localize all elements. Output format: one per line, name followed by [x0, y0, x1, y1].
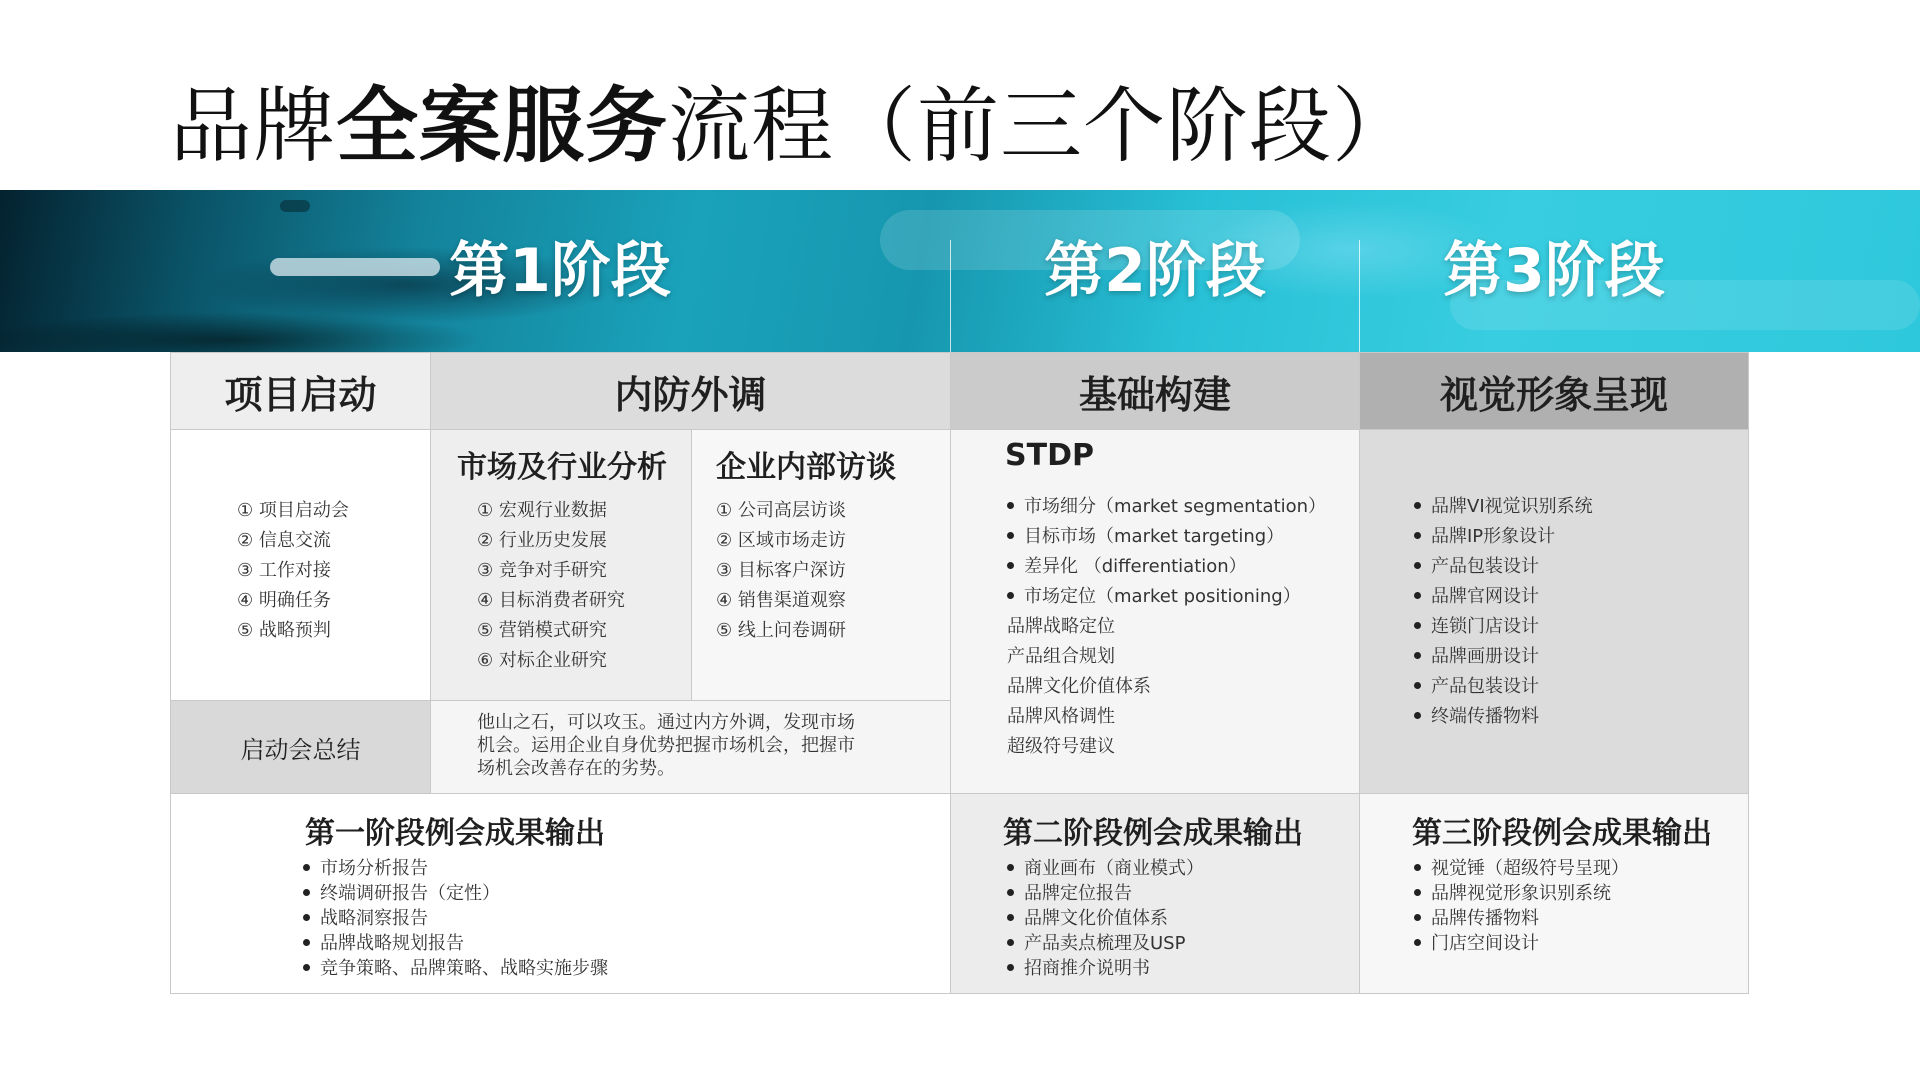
- header-visual-label: 视觉形象呈现: [1439, 372, 1668, 417]
- title-part-bold: 全案服务: [336, 79, 669, 174]
- list-item: ④ 目标消费者研究: [477, 590, 625, 611]
- list-item: 招商推介说明书: [1007, 956, 1204, 981]
- header-kickoff-label: 项目启动: [224, 372, 377, 417]
- stage-banner: [0, 190, 1920, 352]
- list-item: 品牌视觉形象识别系统: [1414, 881, 1629, 906]
- list-item: 商业画布（商业模式）: [1007, 856, 1204, 881]
- output-stage3-list: [1414, 856, 1629, 956]
- title-part-regular: 品牌: [170, 79, 337, 174]
- list-item: 品牌IP形象设计: [1414, 522, 1593, 552]
- list-item: ④ 明确任务: [237, 590, 331, 611]
- list-item: 品牌传播物料: [1414, 906, 1629, 931]
- list-item: ⑤ 营销模式研究: [477, 620, 607, 641]
- list-item: 产品卖点梳理及USP: [1007, 931, 1204, 956]
- output-stage2-title: 第二阶段例会成果输出: [1003, 816, 1303, 851]
- header-internal-label: 内防外调: [614, 372, 767, 417]
- list-item: 目标市场（market targeting）: [1007, 522, 1326, 552]
- title-part-suffix: 流程（前三个阶段）: [668, 79, 1416, 174]
- interview-title: 企业内部访谈: [716, 450, 896, 485]
- output-stage1-cell: [170, 793, 951, 994]
- list-item: 品牌风格调性: [1007, 706, 1115, 727]
- list-item: 终端传播物料: [1414, 702, 1593, 732]
- header-foundation: [950, 352, 1360, 430]
- stage-3-label: 第3阶段: [1443, 236, 1665, 306]
- header-visual: [1359, 352, 1749, 430]
- list-item: ① 项目启动会: [237, 500, 349, 521]
- list-item: 战略洞察报告: [303, 906, 608, 931]
- list-item: ② 信息交流: [237, 530, 331, 551]
- visual-cell: [1359, 429, 1749, 794]
- market-title: 市场及行业分析: [457, 450, 667, 485]
- market-cell: [430, 429, 692, 701]
- list-item: 产品包装设计: [1414, 552, 1593, 582]
- market-list: [477, 496, 625, 676]
- list-item: ② 行业历史发展: [477, 530, 607, 551]
- list-item: 市场分析报告: [303, 856, 608, 881]
- output-stage1-list: [303, 856, 608, 981]
- list-item: 差异化 （differentiation）: [1007, 552, 1326, 582]
- summary-text: 他山之石，可以攻玉。通过内方外调，发现市场机会。运用企业自身优势把握市场机会，把握市场机会改善存在的劣势。: [477, 712, 855, 779]
- summary-text-cell: [430, 700, 951, 794]
- list-item: 市场定位（market positioning）: [1007, 582, 1326, 612]
- header-kickoff: [170, 352, 431, 430]
- interview-list: [716, 496, 846, 646]
- list-item: ② 区域市场走访: [716, 530, 846, 551]
- output-stage3-title: 第三阶段例会成果输出: [1412, 816, 1712, 851]
- output-stage2-list: [1007, 856, 1204, 981]
- list-item: 品牌画册设计: [1414, 642, 1593, 672]
- list-item: ③ 目标客户深访: [716, 560, 846, 581]
- list-item: ① 宏观行业数据: [477, 500, 607, 521]
- summary-label: 启动会总结: [240, 735, 361, 764]
- page-title: [170, 72, 1415, 182]
- output-stage3-cell: [1359, 793, 1749, 994]
- list-item: 终端调研报告（定性）: [303, 881, 608, 906]
- list-item: 品牌文化价值体系: [1007, 676, 1151, 697]
- output-stage1-title: 第一阶段例会成果输出: [305, 816, 605, 851]
- list-item: 品牌官网设计: [1414, 582, 1593, 612]
- list-item: ⑤ 线上问卷调研: [716, 620, 846, 641]
- list-item: 超级符号建议: [1007, 736, 1115, 757]
- summary-label-cell: [170, 700, 431, 794]
- output-stage2-cell: [950, 793, 1360, 994]
- list-item: 品牌战略规划报告: [303, 931, 608, 956]
- list-item: 产品包装设计: [1414, 672, 1593, 702]
- list-item: 连锁门店设计: [1414, 612, 1593, 642]
- header-foundation-label: 基础构建: [1078, 372, 1231, 417]
- list-item: 竞争策略、品牌策略、战略实施步骤: [303, 956, 608, 981]
- list-item: 品牌定位报告: [1007, 881, 1204, 906]
- list-item: ① 公司高层访谈: [716, 500, 846, 521]
- kickoff-cell: [170, 429, 431, 701]
- stdp-cell: [950, 429, 1360, 794]
- list-item: ④ 销售渠道观察: [716, 590, 846, 611]
- list-item: ⑥ 对标企业研究: [477, 650, 607, 671]
- list-item: 品牌战略定位: [1007, 616, 1115, 637]
- visual-list: [1414, 492, 1593, 732]
- list-item: ③ 工作对接: [237, 560, 331, 581]
- stage-1-label: 第1阶段: [449, 236, 671, 306]
- stdp-title: STDP: [1005, 438, 1094, 473]
- list-item: ⑤ 战略预判: [237, 620, 331, 641]
- kickoff-list: [237, 496, 349, 646]
- list-item: 品牌VI视觉识别系统: [1414, 492, 1593, 522]
- stdp-bullet-list: [1007, 492, 1326, 612]
- list-item: 品牌文化价值体系: [1007, 906, 1204, 931]
- interview-cell: [691, 429, 951, 701]
- header-internal: [430, 352, 951, 430]
- list-item: ③ 竞争对手研究: [477, 560, 607, 581]
- stage-2-label: 第2阶段: [1044, 236, 1266, 306]
- list-item: 产品组合规划: [1007, 646, 1115, 667]
- list-item: 视觉锤（超级符号呈现）: [1414, 856, 1629, 881]
- stdp-plain-list: [1007, 612, 1151, 762]
- list-item: 市场细分（market segmentation）: [1007, 492, 1326, 522]
- list-item: 门店空间设计: [1414, 931, 1629, 956]
